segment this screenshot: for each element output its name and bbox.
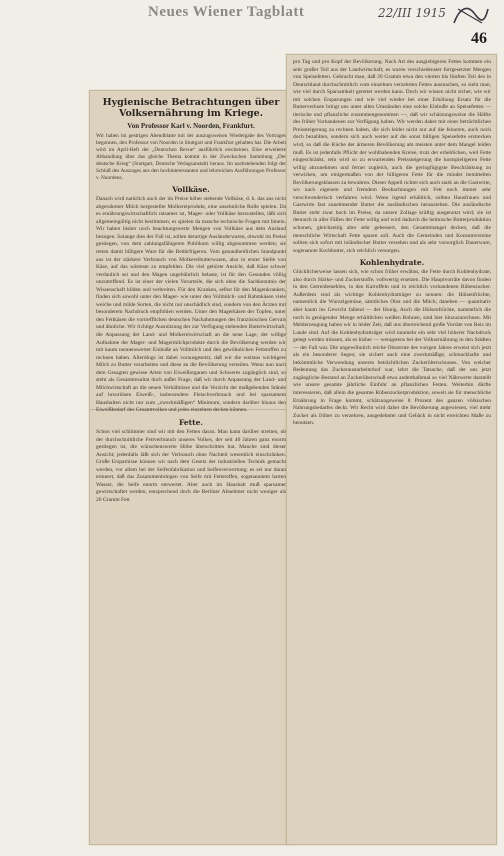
- section-heading-fette: Fette.: [179, 418, 203, 428]
- page-number: 46: [471, 30, 487, 47]
- section-text-fette-continued: pro Tag und pro Kopf der Bevölkerung. Nach Art des ausgiebigeren Fettes kommen ein sehr großer Teil aus der Landwirtschaft; es waren verschiedenster fortgesetzter Mengen von Speisefetten. Gebracht man, daß 20 Gramm etwa den vierten bis fünften Teil des in Deutschland durchschnittlich vom einzelnen verzehrten Fettes ausmachen, so sieht man, wie viel durch Sparsamkeit gerettet werden kann. Doch wir wissen nicht sicher, wie wir mit solchen Ersparungen und wie viel wieder bei einer Erhöhung Ersatz für die Butterverluste bringt uns unter allen Umständen eine solche Einbuße an Speisefetten — tierische und pflanzliche zusammengenommen —, daß wir schätzungsweise die Hälfte des früher Vorhandenen zur Verfügung haben. Wir werden daher mit einer beträchtlichen Preissteigerung zu rechnen haben, die sich leider nicht nur auf die feineren, auch noch doch bezahlten, sondern sich auch weiter auf die sonst billigen Speisefette erstrecken wird, so daß die Küche der ärmeren Bevölkerung am meisten unter dem Mangel leiden muß. Es ist jedenfalls Pflicht der wohlhabenden Kreise, trotz der erheblichen, weil Fette eingeschränkt, rein wird so zu erwartenden Preissteigerung die kostspieligeren Fette willig abzunehmen und ferner zugleich, auch die geringfügigste Beschränkung zu verwirken, um einigermaßen von der billigeren Fette für die minder bemittelten Bevölkerungsklassen zu bewahren. Dieser Appell richtet sich auch stark an die Gastwirte, wo nach eigenem und fremdem Beobachtungen mit Fett noch immer sehr verschwenderisch verfahren wird. Wenn irgend erhältlich, sollten Hausfrauen und Gastwirte fast zunehmender Butter die ausländischen heranziehen. Die ausländische Butter steht zwar hoch im Preise, da unsere Zollage kräftig ausgenutzt wird; sie ist dennoch in aller Fällen der Fette willig und wird dadurch die heimische Butterproduktion schonen, gleichzeitig aber sehr gebessert, den Gesamtmangel decken, daß die menschliche Wirtschaft Fette sparen soll. Auch die Gemeinden und Konsumvereine sollten sich sofort mit inländischer Butter versehen und als sehr vorsorglich Dauerware, sogenannte Kochbutter, sich reichlich versorgen.: [293, 59, 491, 254]
- masthead: Neues Wiener Tagblatt: [148, 4, 305, 20]
- handwritten-mark-icon: [450, 3, 490, 27]
- section-text-fette: Schon viel schlimmer sind wir mit den Fetten daran. Man kann darüber streiten, ob der durchschnittliche Fettverbrauch unseres Volkes, der seit 40 Jahren ganz enorm gestiegen ist, die wünschenswerte Höhe überschritten hat. Manche sind dieser Ansicht; jedenfalls läßt sich der Verbrauch ohne Nachteil wesentlich einschränken. Große Ersparnisse können wir nach dem Gesetz der industriellen Technik gemacht werden, vor allem bei der Seifenfabrikation und Seifenverwertung; es sei nur daran erinnert, daß das Zusammenbringen von Seife mit Fettstoffen, sogenanntem harten Wasser, die Seife enorm entwertet. Aber auch im Haushalt muß sparsamer gewirtschaftet werden, entsprechend doch die Berliner Abnehmer nicht weniger als 20 Gramm Fett: [96, 429, 286, 503]
- fold-line: [90, 409, 291, 410]
- section-heading-vollkaese: Vollkäse.: [172, 185, 210, 195]
- article-intro: Wir haben im gestrigen Abendblatte mit der auszugsweisen Wiedergabe des Vortrages begonnen, den Professor von Noorden in Stuttgart und Frankfurt gehalten hat. Die Arbeit wird im April-Heft der „Deutschen Revue“ ausführlich erscheinen. Eine erweiterte Abhandlung über das gleiche Thema kommt in der Zweckschen Sammlung „Der deutsche Krieg“ (Stuttgart, Deutsche Verlagsanstalt) heraus. Im nachstehenden folgt der Schluß des Auszuges aus den hochinteressanten und lehrreichen Ausführungen Professor v. Noordens.: [96, 132, 286, 182]
- article-title: Hygienische Betrachtungen über Volksernährung im Kriege.: [102, 97, 280, 119]
- article-byline: Von Professor Karl v. Noorden, Frankfurt.: [127, 122, 255, 130]
- section-text-vollkaese: Danach wird natürlich auch der im Preise höher stehende Vollkäse, d. h. das aus nicht abgerahmter Milch hergestellte Molkereiprodukt, eine ansehnliche Rolle spielen. Da es ernährungswirtschaftlich ratsamer ist, Mager- oder Vollkäse herzustellen, läßt sich allgemeingültig nicht bestimmen; es spielen da manche technische Fragen mit hinein. Wir haben bisher noch beachtungswerte Mengen von Vollkäse aus dem Ausland bezogen. Solange dies der Fall ist, sollen derartige Ausländerwaren, obwohl im Preise gestiegen, von dem zahlungsfähigeren Publikum willig abgenommen werden; sie retten damit billigere Ware für die Bedürftigeren. Vom gesundheitlichen Standpunkt aus ist der stärkere Verbrauch von Molkereibutterwaren, also in erster Stelle von Käse, auf das wärmste zu empfehlen. Die viel gehörte Ansicht, daß Käse schwer verdaulich sei und den Magen ungebührlich belaste, ist für den Gesunden völlig unzutreffend. Es ist einer der vielen Vorurteile, die sich ohne die Sachkenntnis der Wissenschaft bilden und verbreiten. Für den Kranken, selbst für den Magenkranken, finden sich sowohl unter den Mager- wie unter den Vollmilch- und Rahmkäsen viele weiche und milde Sorten, die nicht nur unschädlich sind, sondern von den Ärzten mit besonderem Nachdruck empfohlen werden. Unter den Magerkäsen der Topfen, unter den Fettkäsen die vortrefflichen deutschen Nachahmungen des französischen Gervais und ähnliche. Wir richtige Ausnützung der zur Verfügung stehenden Butterwirtschaft, die Anpassung der Land- und Molkereiwirtschaft an die neue Lage, der willige Aufnahme der Mager- und Magermilchprodukte durch die Bevölkerung werden wir mit kaum nennenswerter Einbuße an Vollmilch und den gewöhnlichen Fettstoffen zu rechnen haben. Allerdings ist dabei vorausgesetzt, daß wir die weitaus wichtigere Milch zu Butter verarbeiten und diese an die Bevölkerung verteilen. Wenn nun nach dem Gesagten gewisse Arten von Eiweißorganen und Schweres zugänglich sind, so steht als Gesamtresultat doch außer Frage, daß wir durch Anpassung der Land- und Milchwirtschaft an die neuen Verhältnisse und die Verzicht der maßgebenden Stände auf luxuriösen Eiweiß-, insbesondere Fleischverbrauch und bei sparsamem Haushalten nicht nur zum „zweckmäßigen“ Minimum, sondern darüber hinaus den Eiweißbedarf des Gesamtvolkes und jedes einzelnen decken können.: [96, 196, 286, 414]
- handwritten-date: 22/III 1915: [378, 6, 446, 20]
- section-heading-kohlenhydrate: Kohlenhydrate.: [359, 258, 425, 268]
- clipping-right-column: [286, 54, 497, 845]
- clipping-left-column: [89, 90, 292, 845]
- section-text-kohlenhydrate: Glücklicherweise lassen sich, wie schon früher erwähnt, die Fette durch Kohlenhydrate, also durch Stärke- und Zuckerstoffe, vollwertig ersetzen. Die Hauptvorräte davon finden in den Getreidemehlen, in den Kartoffeln und in reichlich vorhandenen Rübenzucker. Außerdem sind als wichtige Kohlenhydratträger zu nennen: die Hülsenfrüchte, namentlich die Wurzelgemüse, sämtliches Obst und die Milch; daneben — quantitativ aber kaum ins Gewicht fallend — der Honig. Auch die Hülsenfrüchte, namentlich die noch in genügender Menge erhältlichen weißen Bohnen, sind hier hinzuzurechnen. Mit Mehlerzeugung haben wir in leider Zeit, daß uns überreichend große Vorräte von Reis im Lande sind. Auf die Kohlenhydratträger wird nunmehr ein sehr viel höherer Nachdruck gelegt werden müssen, als es bisher — wenigstens bei der Volksernährung in den Städten — der Fall war. Die ungewöhnlich reiche Obsternte des vorigen Jahres erweist sich jetzt als ein besonderer Segen; sie sichert auch eine zweckmäßige, schmackhafte und bekömmliche Verwendung unseres beträchtlichen Zuckerüberschusses. Von welcher Bedeutung das Zuckeraustarbeiterhof war, lehrt die Tatsache, daß der uns jetzt zugängliche Bestand an Zuckerüberschuß etwa anderthalbmal so viel Nährwerte darstellt wie unsere gesamte jährliche Einfuhr an pflanzlichen Fetten. Weiterhin dürfte interessieren, daß allein die gesamte Rübenzuckerproduktion, soweit sie für menschliche Ernährung in Frage kommt, schätzungsweise 8 Prozent des ganzen völkischen Nahrungsbedarfes deckt. Wir Recht wird daher die Bevölkerung angewiesen, viel mehr Zucker als früher zu verzehren, ausgedehnter und Gebäck in nicht erreichten Maße zu benutzen.: [293, 269, 491, 427]
